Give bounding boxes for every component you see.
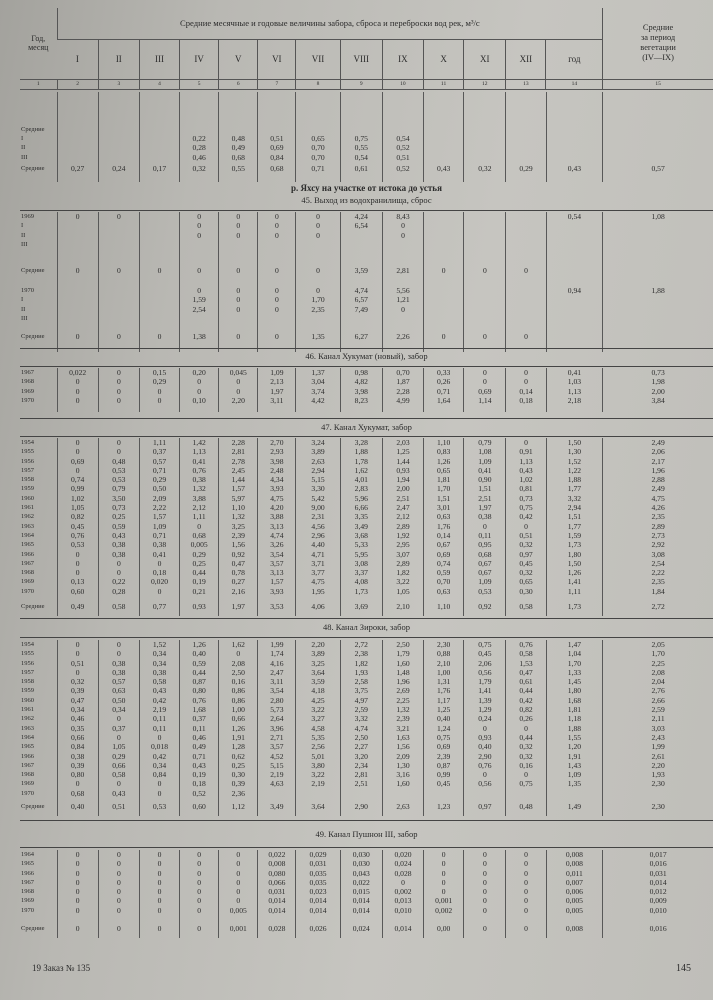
table-cell (139, 92, 179, 162)
table-cell: 2,10 (382, 600, 423, 616)
row-label: Средние (21, 925, 45, 932)
table-cell (57, 92, 98, 162)
table-cell: 0,17 (139, 162, 179, 182)
column-number: 15 (603, 79, 713, 89)
month-header: IV (180, 39, 219, 79)
table-cell: 0,79 1,08 1,09 0,41 0,90 1,51 2,51 1,97 0,38 0 0,11 0,95 0,68 0,67 0,67 1,09 0,53 (464, 438, 506, 600)
table-row (20, 600, 713, 616)
column-number: 6 (219, 79, 258, 89)
column-number: 13 (506, 79, 546, 89)
table-cell: 0 0 0,69 1,14 (464, 368, 506, 412)
table-cell: 0 0 0 0 0 0 0 (180, 850, 219, 922)
row-label: 1967 1968 1969 1970 (21, 369, 34, 404)
table-cell (424, 286, 464, 330)
divider (20, 820, 713, 821)
table-cell: 1,26 0,40 0,59 0,44 0,87 0,80 0,76 1,68 0,37 0,11 0,46 0,49 0,71 0,43 0,19 0,18 0,52 (180, 640, 219, 800)
table-cell: 0 (219, 330, 258, 352)
table-cell: 2,30 0,88 2,10 1,00 1,31 1,76 1,17 1,25 0,40 1,24 0,75 0,69 2,39 0,87 0,99 0,45 (424, 640, 464, 800)
table-row (20, 264, 713, 286)
column-number: 5 (180, 79, 219, 89)
table-cell: 0 (258, 330, 296, 352)
table-cell: 3,28 1,88 1,78 1,62 4,01 2,83 5,96 6,66 3,35 3,49 3,68 5,33 5,95 3,08 3,37 4,08 1,73 (340, 438, 382, 600)
row-label: Средние I II III (21, 125, 45, 161)
table-cell: 2,90 (340, 800, 382, 816)
row-label: Средние (21, 603, 45, 610)
table-cell: 5,56 1,21 0 (382, 286, 423, 330)
table-cell: 0,32 (180, 162, 219, 182)
table-cell: 1,47 1,04 1,70 1,33 1,45 1,80 1,68 1,81 1,18 1,88 1,55 1,20 1,91 1,43 1,09 1,35 (546, 640, 603, 800)
table-cell: 0 (506, 330, 546, 352)
table-cell: 0,77 (139, 600, 179, 616)
table-cell: 0 0 0,38 0,38 0,57 0,63 0,50 0,34 0 0,37 0 1,05 0,29 0,66 0,58 0 0,43 (98, 640, 139, 800)
month-header: VIII (340, 39, 382, 79)
table-cell: 0 0 0 0 0 0,001 0,002 (424, 850, 464, 922)
table-cell: 0 0 0 0 0 0 0 (464, 850, 506, 922)
table-cell: 0,024 (340, 922, 382, 938)
table-cell: 0,97 (464, 800, 506, 816)
table-cell: 0,76 0,58 1,53 0,47 0,61 0,44 0,42 0,82 0,26 0 0,44 0,32 0,32 0,16 0 0,75 (506, 640, 546, 800)
divider (20, 366, 713, 367)
table-row (20, 212, 713, 264)
table-cell: 0,98 4,82 3,98 8,23 (340, 368, 382, 412)
table-cell: 0,52 (382, 162, 423, 182)
table-cell: 1,50 1,30 1,52 1,22 1,88 1,77 3,32 2,94 1,51 1,77 1,59 1,73 1,80 1,50 1,26 1,41 1,11 (546, 438, 603, 600)
table-cell: 0,32 (464, 162, 506, 182)
table-cell: 0,030 0,030 0,043 0,022 0,015 0,014 0,014 (340, 850, 382, 922)
row-label: Средние (21, 803, 45, 810)
table-cell (98, 286, 139, 330)
table-cell: 1,62 0 2,08 2,50 0,16 0,86 0,86 1,00 0,66 1,26 1,91 1,28 0,62 0,25 0,30 0,39 2,36 (219, 640, 258, 800)
table-cell: 2,72 2,38 1,82 1,93 2,58 3,75 4,97 2,59 3,32 4,74 2,50 2,27 3,20 2,34 2,81 2,51 (340, 640, 382, 800)
table-cell: 0,75 0,45 2,06 0,56 1,79 1,41 1,39 1,29 0,24 0 0,93 0,40 2,90 0,76 0 0,56 (464, 640, 506, 800)
table-cell: 4,74 6,57 7,49 (340, 286, 382, 330)
table-cell: 0,020 0,024 0,028 0 0,002 0,013 0,010 (382, 850, 423, 922)
table-cell: 0,026 (296, 922, 340, 938)
table-cell (139, 212, 179, 264)
row-label: Средние (21, 267, 45, 274)
table-cell (98, 92, 139, 162)
table-cell: 0,60 (180, 800, 219, 816)
divider (20, 348, 713, 349)
table-cell: 0,58 (98, 600, 139, 616)
table-cell: 0,49 (57, 600, 98, 616)
table-cell: 2,20 3,89 3,25 3,64 3,59 4,18 4,25 3,22 3,27 4,58 5,35 2,56 5,01 3,80 3,22 2,19 (296, 640, 340, 800)
table-cell: 0,55 (219, 162, 258, 182)
table-cell: 0,41 1,03 1,13 2,18 (546, 368, 603, 412)
table-cell: 2,03 1,25 1,44 0,93 1,94 2,00 2,51 2,47 2,12 2,89 1,92 2,95 3,07 2,89 1,82 3,22 1,05 (382, 438, 423, 600)
table-cell: 2,05 1,70 2,25 2,08 2,04 2,76 2,66 2,59 2,11 3,03 2,43 1,99 2,61 2,20 1,93 2,30 (603, 640, 713, 800)
table-cell: 0 (219, 264, 258, 286)
table-cell: 0,029 0,031 0,035 0,035 0,023 0,014 0,014 (296, 850, 340, 922)
table-cell: 0,75 0,55 0,54 (340, 92, 382, 162)
month-header: I (57, 39, 98, 79)
table-cell: 1,10 0,83 1,26 0,65 1,81 1,70 1,51 3,01 0,63 1,76 0,14 0,67 0,69 0,74 0,59 0,70 0,63 (424, 438, 464, 600)
divider (20, 847, 713, 848)
table-cell: 0 0 0 0 (98, 368, 139, 412)
table-cell (424, 212, 464, 264)
table-cell: 0 (139, 330, 179, 352)
row-label: Средние (21, 333, 45, 340)
vegetation-header: Средние за период вегетации (IV—IX) (603, 8, 713, 79)
table-cell: 0,51 0,69 0,84 (258, 92, 296, 162)
table-cell: 0 (57, 330, 98, 352)
table-cell: 0 0 0 0 0 0 0,005 (219, 850, 258, 922)
section-title: 46. Канал Хукумат (новый), забор (305, 351, 428, 361)
table-header (20, 8, 713, 90)
table-cell: 2,70 2,93 3,98 2,48 4,34 3,93 4,75 4,20 3,88 3,13 4,74 3,26 3,54 3,57 3,13 1,57 3,93 (258, 438, 296, 600)
section-title: 45. Выход из водохранилища, сброс (301, 195, 432, 205)
section-title: 47. Канал Хукумат, забор (321, 422, 412, 432)
data-table-sec0 (20, 92, 713, 182)
table-cell: 1,88 (603, 286, 713, 330)
column-number: 12 (464, 79, 506, 89)
table-cell: 0 1,59 2,54 (180, 286, 219, 330)
table-cell: 0 0 0 (219, 286, 258, 330)
table-cell: 0 (180, 922, 219, 938)
table-row (20, 162, 713, 182)
table-cell: 1,09 2,13 1,97 3,11 (258, 368, 296, 412)
table-cell (464, 286, 506, 330)
table-cell: 0 0 0 0 0 0 0 (57, 850, 98, 922)
table-cell: 0,94 (546, 286, 603, 330)
year-month-header: Год, месяц (20, 8, 57, 79)
table-cell: 0,58 (506, 600, 546, 616)
table-cell: 4,24 6,54 (340, 212, 382, 264)
table-cell: 0 0 0 (258, 212, 296, 264)
river-title: р. Яхсу на участке от истока до устья (291, 183, 442, 193)
table-cell: 2,49 2,06 2,17 1,96 2,88 2,49 4,75 4,26 2,35 2,89 2,73 2,92 3,08 2,54 2,22 2,35 1,84 (603, 438, 713, 600)
table-cell: 0 0 0 (180, 212, 219, 264)
table-cell: 0,68 (258, 162, 296, 182)
table-row (20, 92, 713, 162)
table-cell: 0,27 (57, 162, 98, 182)
table-cell: 0 0 0 0 0 0 0 (506, 850, 546, 922)
table-cell: 6,27 (340, 330, 382, 352)
table-cell: 0,43 (424, 162, 464, 182)
table-cell: 1,42 1,13 0,41 0,76 0,38 1,32 3,88 2,12 1,11 0 0,68 0,005 0,29 0,25 0,44 0,19 0,21 (180, 438, 219, 600)
month-header: X (424, 39, 464, 79)
footer-order: 19 Заказ № 135 (32, 963, 91, 973)
table-cell: 3,24 3,89 2,63 2,94 5,15 3,30 5,42 9,00 2,31 4,56 2,96 4,40 4,71 3,71 3,77 4,75 1,95 (296, 438, 340, 600)
table-cell: 0 (139, 922, 179, 938)
table-cell: 0,51 (98, 800, 139, 816)
table-cell (546, 264, 603, 286)
row-label: 1970 I II III (21, 287, 34, 322)
table-cell: 0 (98, 330, 139, 352)
table-cell: 0,15 0,29 0 0 (139, 368, 179, 412)
table-cell: 2,63 (382, 800, 423, 816)
month-header: XII (506, 39, 546, 79)
column-number: 11 (424, 79, 464, 89)
divider (20, 418, 713, 419)
table-cell: 4,06 (296, 600, 340, 616)
table-cell: 0 0 0 (219, 212, 258, 264)
table-row (20, 850, 713, 922)
table-cell: 0,008 (546, 922, 603, 938)
table-cell: 0 (98, 922, 139, 938)
table-cell: 1,37 3,04 3,74 4,42 (296, 368, 340, 412)
table-cell: 0,028 (258, 922, 296, 938)
row-label: 1954 1955 1956 1957 1958 1959 1960 1961 1962 1963 1964 1965 1966 1967 1968 1969 1970 (21, 439, 34, 595)
column-number: 9 (340, 79, 382, 89)
table-cell: 0,40 (57, 800, 98, 816)
table-cell: 0 (424, 330, 464, 352)
table-cell: 0 0 0 (258, 286, 296, 330)
table-cell: 1,73 (546, 600, 603, 616)
table-cell: 0,54 0,52 0,51 (382, 92, 423, 162)
table-cell: 1,99 1,74 4,16 2,47 3,11 3,54 2,80 5,73 2,64 3,96 2,71 3,57 4,52 5,15 2,19 4,63 (258, 640, 296, 800)
table-cell: 0,54 (546, 212, 603, 264)
table-cell: 0 (424, 264, 464, 286)
table-cell: 3,49 (258, 800, 296, 816)
table-cell: 3,53 (258, 600, 296, 616)
table-cell: 0,20 0 0 0,10 (180, 368, 219, 412)
table-cell: 0 (506, 922, 546, 938)
divider (20, 436, 713, 437)
table-cell: 0 (57, 264, 98, 286)
table-cell: 0,65 0,70 0,70 (296, 92, 340, 162)
month-header: V (219, 39, 258, 79)
table-cell: 3,59 (340, 264, 382, 286)
table-cell (139, 286, 179, 330)
section-title: 49. Канал Пушнон III, забор (315, 829, 418, 839)
divider (20, 618, 713, 619)
table-cell (57, 286, 98, 330)
column-number: 2 (57, 79, 98, 89)
table-cell: 1,49 (546, 800, 603, 816)
table-cell: 0,48 (506, 800, 546, 816)
table-row (20, 438, 713, 600)
table-cell: 0,53 (139, 800, 179, 816)
column-number: 7 (258, 79, 296, 89)
page-number: 145 (676, 963, 691, 974)
table-cell: 3,64 (296, 800, 340, 816)
table-cell: 0 (464, 330, 506, 352)
row-label: 1969 I II III (21, 213, 34, 248)
table-cell (464, 212, 506, 264)
table-row (20, 922, 713, 938)
month-header: XI (464, 39, 506, 79)
group-header: Средние месячные и годовые величины забора, сброса и переброски вод рек, м³/с (57, 8, 603, 39)
month-header: IX (382, 39, 423, 79)
table-cell (546, 92, 603, 162)
table-cell: 1,35 (296, 330, 340, 352)
table-cell: 0 0 0,69 0 0,74 0,99 1,02 1,05 0,82 0,45 0,76 0,53 0 0 0 0,13 0,60 (57, 438, 98, 600)
data-table-sec48 (20, 640, 713, 816)
table-cell: 1,11 0,37 0,57 0,71 0,29 0,50 2,09 2,22 1,57 1,09 0,71 0,38 0,41 0 0,18 0,020 0 (139, 438, 179, 600)
row-label: 1954 1955 1956 1957 1958 1959 1960 1961 1962 1963 1964 1965 1966 1967 1968 1969 1970 (21, 641, 34, 797)
table-cell (506, 92, 546, 162)
table-cell: 0 0 0 0 0 0 0 (98, 850, 139, 922)
month-header: III (139, 39, 179, 79)
table-cell: 0,70 1,87 2,28 4,99 (382, 368, 423, 412)
table-row (20, 800, 713, 816)
table-cell: 0 (139, 264, 179, 286)
table-cell: 0,71 (296, 162, 340, 182)
table-cell: 0,93 (180, 600, 219, 616)
table-cell: 1,12 (219, 800, 258, 816)
table-cell: 0 (464, 264, 506, 286)
table-cell: 0,00 (424, 922, 464, 938)
table-cell: 0 (57, 922, 98, 938)
table-cell: 0 (180, 264, 219, 286)
table-cell: 0,24 (98, 162, 139, 182)
table-cell: 0,33 0,26 0,71 1,64 (424, 368, 464, 412)
table-cell (506, 286, 546, 330)
table-cell: 0,29 (506, 162, 546, 182)
month-header: VI (258, 39, 296, 79)
month-header: II (98, 39, 139, 79)
table-cell: 0,022 0,008 0,080 0,066 0,031 0,014 0,014 (258, 850, 296, 922)
divider (20, 210, 713, 211)
data-table-sec45 (20, 212, 713, 352)
row-label: 1964 1965 1966 1967 1968 1969 1970 (21, 851, 34, 914)
table-cell: 0,92 (464, 600, 506, 616)
table-cell: 0 (464, 922, 506, 938)
table-cell: 0,73 1,98 2,00 3,84 (603, 368, 713, 412)
table-cell: 2,81 (382, 264, 423, 286)
table-cell (603, 92, 713, 162)
table-cell (603, 264, 713, 286)
divider (20, 637, 713, 638)
column-number: 1 (20, 79, 57, 89)
table-cell: 0 0 0 (296, 212, 340, 264)
table-cell: 0,045 0 0 2,20 (219, 368, 258, 412)
column-number: 8 (296, 79, 340, 89)
column-number: 10 (382, 79, 423, 89)
table-cell (506, 212, 546, 264)
table-cell: 1,08 (603, 212, 713, 264)
table-row (20, 368, 713, 412)
table-cell: 1,52 0,34 0,34 0,38 0,58 0,43 0,42 2,19 0,11 0,11 0 0,018 0,42 0,34 0,84 0 0 (139, 640, 179, 800)
table-cell: 0,017 0,016 0,031 0,014 0,012 0,009 0,010 (603, 850, 713, 922)
data-table-sec46 (20, 368, 713, 412)
table-cell: 0,61 (340, 162, 382, 182)
table-cell: 0,001 (219, 922, 258, 938)
table-cell: 0 0 0 0 0 0 0 (139, 850, 179, 922)
table-cell: 0 (506, 264, 546, 286)
column-number: 4 (139, 79, 179, 89)
table-cell: 0 (98, 212, 139, 264)
table-cell: 1,23 (424, 800, 464, 816)
table-cell: 0,48 0,49 0,68 (219, 92, 258, 162)
table-cell: 0 (57, 212, 98, 264)
table-cell: 0 0,91 1,13 0,43 1,02 0,81 0,73 0,75 0,42 0 0,51 0,32 0,97 0,45 0,32 0,65 0,30 (506, 438, 546, 600)
data-table-sec47 (20, 438, 713, 616)
table-cell: 2,30 (603, 800, 713, 816)
table-cell: 0,022 0 0 0 (57, 368, 98, 412)
month-header: VII (296, 39, 340, 79)
table-cell: 0 (258, 264, 296, 286)
table-cell: 0 0 0,14 0,18 (506, 368, 546, 412)
table-cell: 0,008 0,008 0,011 0,007 0,006 0,005 0,005 (546, 850, 603, 922)
table-cell: 0,22 0,28 0,46 (180, 92, 219, 162)
table-cell: 2,72 (603, 600, 713, 616)
table-cell (464, 92, 506, 162)
table-cell: 2,50 1,79 1,60 1,48 1,96 2,69 2,25 1,32 2,39 3,21 1,63 1,56 2,09 1,30 3,16 1,60 (382, 640, 423, 800)
month-header: год (546, 39, 603, 79)
column-number: 3 (98, 79, 139, 89)
table-cell: 3,69 (340, 600, 382, 616)
table-cell: 8,43 0 0 (382, 212, 423, 264)
table-cell: 0,014 (382, 922, 423, 938)
table-cell: 2,26 (382, 330, 423, 352)
table-cell: 0 0 0,51 0 0,32 0,39 0,47 0,34 0,46 0,35 0,66 0,84 0,38 0,39 0,80 0 0,68 (57, 640, 98, 800)
table-cell: 0,016 (603, 922, 713, 938)
table-cell (424, 92, 464, 162)
section-title: 48. Канал Зироки, забор (322, 622, 411, 632)
row-label: Средние (21, 165, 45, 172)
column-number: 14 (546, 79, 603, 89)
table-row (20, 286, 713, 330)
table-cell: 1,38 (180, 330, 219, 352)
table-cell: 0 1,70 2,35 (296, 286, 340, 330)
table-row (20, 640, 713, 800)
table-cell: 0 (296, 264, 340, 286)
table-cell: 0,57 (603, 162, 713, 182)
data-table-sec49 (20, 850, 713, 938)
table-cell: 1,97 (219, 600, 258, 616)
table-cell: 0 0 0,48 0,53 0,53 0,79 3,50 0,73 0,25 0,59 0,43 0,38 0,38 0 0 0,22 0,28 (98, 438, 139, 600)
table-cell: 1,10 (424, 600, 464, 616)
table-cell: 0,43 (546, 162, 603, 182)
table-cell: 2,28 2,81 2,78 2,45 1,44 1,57 5,97 1,10 1,32 3,25 2,39 1,56 0,92 0,47 0,78 0,27 2,16 (219, 438, 258, 600)
table-cell: 0 (98, 264, 139, 286)
